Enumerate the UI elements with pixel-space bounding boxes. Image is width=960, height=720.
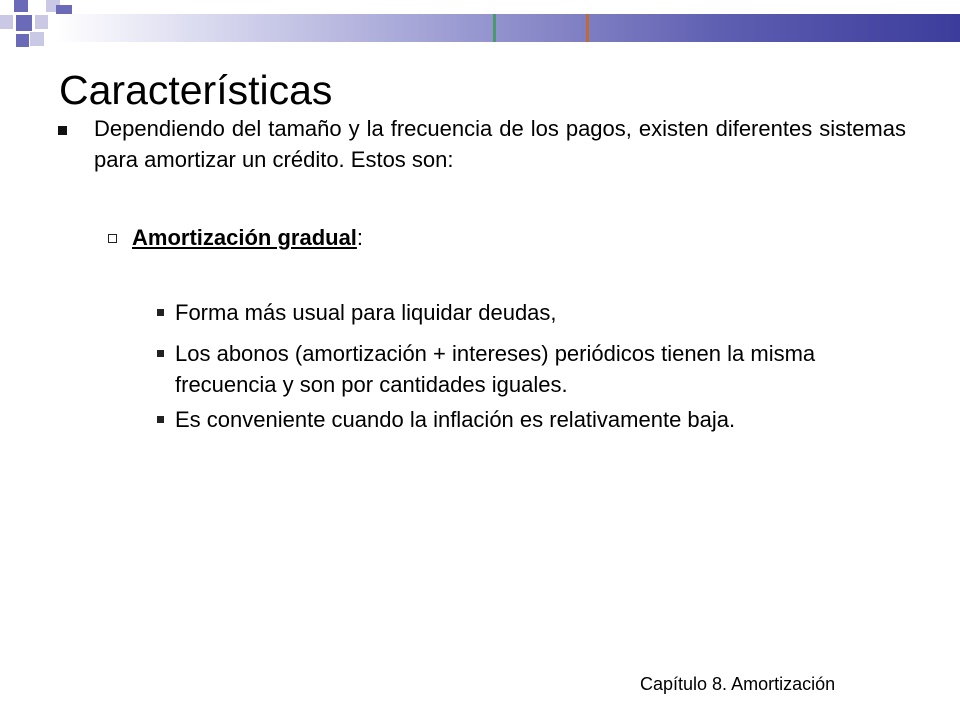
subheading-text: Amortización gradual	[132, 225, 357, 250]
small-square-bullet-icon	[157, 309, 164, 316]
hollow-square-bullet-icon	[108, 234, 117, 243]
decor-square	[0, 15, 13, 29]
square-bullet-icon	[58, 126, 67, 135]
bullet-level3-text: Es conveniente cuando la inflación es relativamente baja.	[175, 407, 736, 432]
header-tick-orange	[586, 14, 589, 42]
slide-title: Características	[59, 67, 333, 113]
small-square-bullet-icon	[157, 350, 164, 357]
bullet-level3	[157, 297, 877, 328]
bullet-level1	[58, 113, 906, 175]
bullet-level3-text: Forma más usual para liquidar deudas,	[175, 300, 557, 325]
bullet-level3-text: Los abonos (amortización + intereses) periódicos tienen la misma frecuencia y son por cantidades iguales.	[175, 341, 816, 397]
small-square-bullet-icon	[157, 416, 164, 423]
bullet-level1-text: Dependiendo del tamaño y la frecuencia de los pagos, existen diferentes sistemas para amortizar un crédito. Estos son:	[94, 116, 906, 172]
decor-square	[16, 15, 32, 31]
decor-square	[14, 0, 28, 12]
decor-square	[16, 34, 29, 47]
subheading-item	[108, 222, 363, 253]
decor-square	[35, 15, 48, 29]
header-bar	[56, 14, 960, 42]
decor-square	[30, 32, 44, 46]
subheading-colon: :	[356, 225, 364, 250]
header-tick-green	[493, 14, 496, 42]
bullet-level3	[157, 404, 877, 435]
bullet-level3	[157, 338, 877, 400]
slide-footer: Capítulo 8. Amortización	[640, 674, 836, 694]
